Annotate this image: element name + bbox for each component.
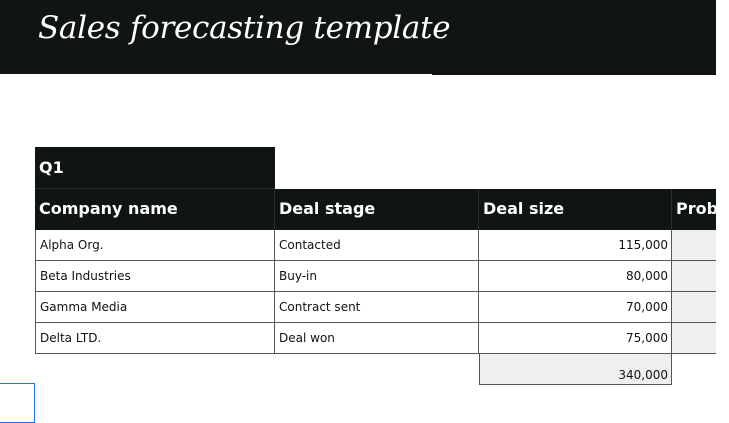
header-company-name[interactable]: Company name xyxy=(35,189,275,230)
deal-size-cell[interactable]: 70,000 xyxy=(479,292,672,323)
probability-cell[interactable] xyxy=(672,230,716,261)
deal-stage-cell[interactable]: Contract sent xyxy=(275,292,479,323)
table-row xyxy=(35,230,716,261)
deal-size-total-cell[interactable]: 340,000 xyxy=(479,354,672,385)
deal-size-cell[interactable]: 115,000 xyxy=(479,230,672,261)
document-title[interactable]: Sales forecasting template xyxy=(38,10,451,46)
deal-size-cell[interactable]: 75,000 xyxy=(479,323,672,354)
header-deal-size[interactable]: Deal size xyxy=(479,189,672,230)
quarter-label-cell[interactable]: Q1 xyxy=(35,147,275,189)
title-banner xyxy=(0,0,716,74)
probability-cell[interactable] xyxy=(672,323,716,354)
deal-stage-cell[interactable]: Buy-in xyxy=(275,261,479,292)
header-deal-stage[interactable]: Deal stage xyxy=(275,189,479,230)
deal-size-cell[interactable]: 80,000 xyxy=(479,261,672,292)
deal-stage-cell[interactable]: Deal won xyxy=(275,323,479,354)
company-cell[interactable]: Gamma Media xyxy=(35,292,275,323)
company-cell[interactable]: Beta Industries xyxy=(35,261,275,292)
probability-cell[interactable] xyxy=(672,292,716,323)
company-cell[interactable]: Alpha Org. xyxy=(35,230,275,261)
probability-cell[interactable] xyxy=(672,261,716,292)
company-cell[interactable]: Delta LTD. xyxy=(35,323,275,354)
header-probability[interactable]: Proba xyxy=(672,189,716,230)
table-row xyxy=(35,261,716,292)
cell-selection-outline[interactable] xyxy=(0,383,35,423)
table-row xyxy=(35,292,716,323)
deal-stage-cell[interactable]: Contacted xyxy=(275,230,479,261)
banner-edge xyxy=(432,74,716,75)
table-row xyxy=(35,323,716,354)
